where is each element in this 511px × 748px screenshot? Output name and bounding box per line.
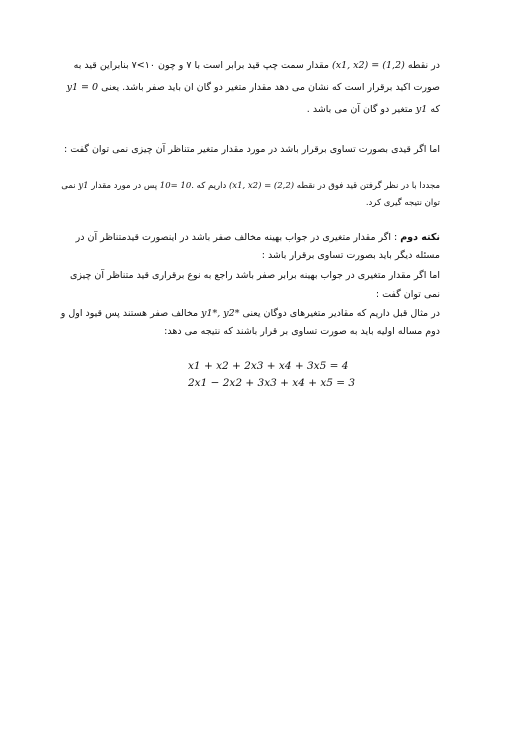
p1-line-1-text-b: مقدار سمت چپ قید برابر است با ۷ و چون ۱۰>۷ بنابراین قید به — [73, 60, 329, 71]
p1-line-1-text-a: در نقطه — [407, 60, 440, 71]
p1-line-3-text-a: که — [430, 104, 440, 115]
p4-line-1-text: : اگر مقدار متغیری در جواب بهینه مخالف صفر باشد در اینصورت قیدمتناظر آن در — [75, 232, 398, 243]
p4-line-5-text-b: مخالف صفر هستند پس قیود اول و — [60, 308, 199, 319]
p1-line-2-math: y1 = 0 — [66, 82, 99, 93]
p3-line-1-text-a: مجددا با در نظر گرفتن قید فوق در نقطه — [296, 181, 440, 191]
p3-line-1-math-2: 10= 10. — [159, 181, 194, 191]
equation-2: 2x1 − 2x2 + 3x3 + x4 + x5 = 3 — [188, 377, 356, 389]
p3-line-1-text-b: داریم که — [196, 181, 227, 191]
note-heading: نکته دوم — [400, 232, 440, 243]
p3-line-1-math: (x1, x2) = (2,2) — [228, 181, 295, 191]
p4-line-4: نمی توان گفت : — [375, 289, 440, 300]
p4-line-1 — [76, 233, 440, 243]
p1-line-1 — [74, 61, 440, 71]
equation-1: x1 + x2 + 2x3 + x4 + 3x5 = 4 — [188, 360, 349, 372]
p3-line-2: توان نتیجه گیری کرد. — [365, 198, 440, 208]
p1-line-2 — [67, 83, 440, 93]
p4-line-5-text-a: در مثال قبل داریم که مقادیر متغیرهای دوگان یعنی — [242, 308, 440, 319]
p1-line-3-text-b: متغیر دو گان آن می باشد . — [306, 104, 413, 115]
p4-line-2: مسئله دیگر باید بصورت تساوی برقرار باشد : — [261, 250, 440, 261]
p3-line-1 — [61, 182, 440, 191]
p4-line-3: اما اگر مقدار متغیری در جواب بهینه برابر صفر باشد راجع به نوع برقراری قید متناظر آن چیزی — [70, 270, 440, 281]
p1-line-3 — [307, 105, 440, 115]
p3-line-1-text-d: نمی — [61, 181, 76, 191]
p1-line-2-text: صورت اکید برقرار است که نشان می دهد مقدار متغیر دو گان ان باید صفر باشد. یعنی — [101, 82, 440, 93]
p1-line-1-math: (x1, x2) = (1,2) — [332, 60, 405, 71]
p4-line-5-math: y1*, y2* — [201, 308, 240, 319]
p2-line-1: اما اگر قیدی بصورت تساوی برقرار باشد در مورد مقدار متغیر متناظر آن چیزی نمی توان گفت : — [64, 144, 440, 155]
p3-line-1-text-c: پس در مورد مقدار — [91, 181, 158, 191]
p4-line-6: دوم مساله اولیه باید به صورت تساوی بر قرار باشند که نتیجه می دهد: — [164, 326, 440, 337]
p3-line-1-math-3: y1 — [78, 181, 89, 191]
p4-line-5 — [61, 309, 440, 319]
p1-line-3-math: y1 — [415, 104, 428, 115]
